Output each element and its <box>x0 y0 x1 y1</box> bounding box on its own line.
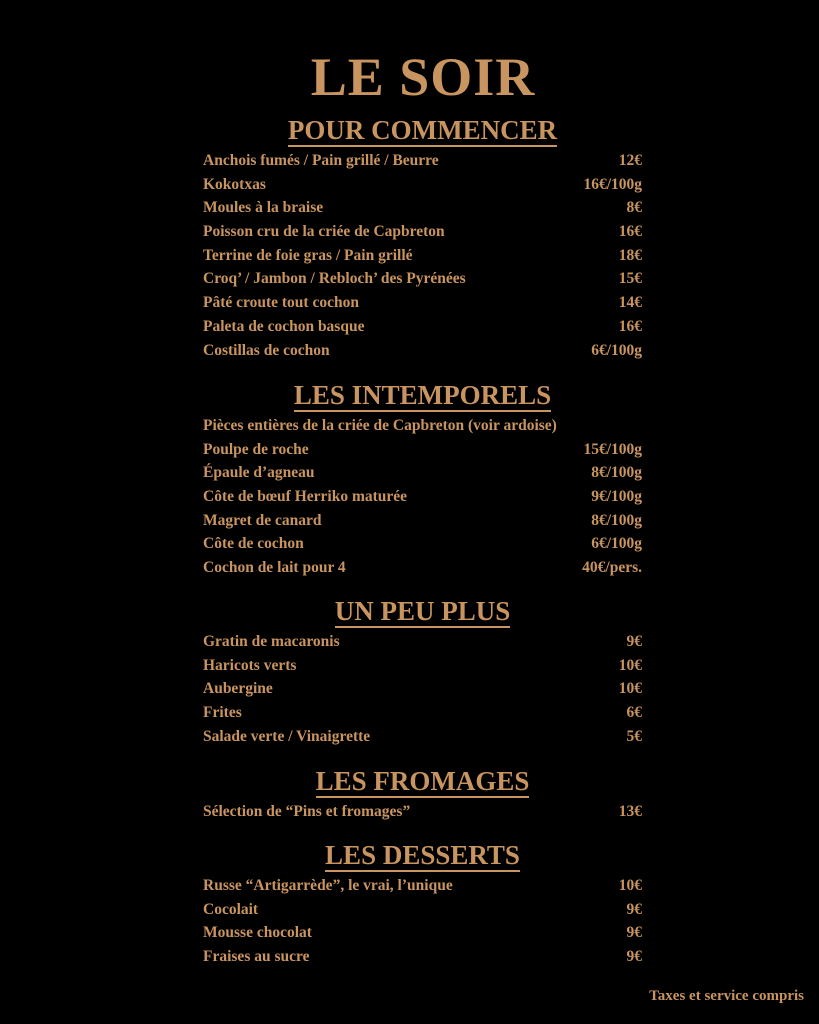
item-price: 8€ <box>626 199 642 217</box>
item-name: Costillas de cochon <box>203 341 330 359</box>
list-item <box>203 220 642 244</box>
item-name: Russe “Artigarrède”, le vrai, l’unique <box>203 877 453 894</box>
item-price: 6€/100g <box>591 341 642 359</box>
list-item <box>203 315 642 339</box>
item-name: Poulpe de roche <box>203 440 309 458</box>
list-item <box>203 267 642 291</box>
item-price: 12€ <box>618 152 642 169</box>
item-name: Anchois fumés / Pain grillé / Beurre <box>203 152 439 169</box>
item-name: Cochon de lait pour 4 <box>203 559 346 577</box>
list-item <box>203 339 642 363</box>
item-name: Poisson cru de la criée de Capbreton <box>203 223 445 241</box>
item-price: 8€/100g <box>591 464 642 482</box>
list-item <box>203 461 642 485</box>
item-price: 10€ <box>618 877 642 894</box>
item-name: Paleta de cochon basque <box>203 317 365 335</box>
item-name: Kokotxas <box>203 175 266 193</box>
menu-section <box>203 380 642 580</box>
list-item <box>203 945 642 969</box>
item-price: 40€/pers. <box>582 559 642 577</box>
item-name: Fraises au sucre <box>203 948 310 966</box>
section-heading <box>183 380 662 411</box>
list-item <box>203 485 642 509</box>
item-price: 15€/100g <box>583 440 642 458</box>
item-name: Pièces entières de la criée de Capbreton (voir ardoise) <box>203 417 557 434</box>
item-list <box>203 800 642 824</box>
item-price: 10€ <box>618 656 642 674</box>
item-name: Cocolait <box>203 900 259 918</box>
list-item <box>203 509 642 533</box>
item-price: 9€ <box>626 948 642 966</box>
list-item <box>203 630 642 654</box>
item-name: Aubergine <box>203 680 273 698</box>
item-price: 18€ <box>618 246 642 264</box>
item-price: 13€ <box>618 803 642 820</box>
item-list <box>203 414 642 580</box>
item-name: Terrine de foie gras / Pain grillé <box>203 246 413 264</box>
item-name: Magret de canard <box>203 511 322 529</box>
list-item <box>203 196 642 220</box>
footer-note: Taxes et service compris <box>649 988 804 1004</box>
list-item <box>203 921 642 945</box>
list-item <box>203 677 642 701</box>
list-item <box>203 874 642 898</box>
list-item <box>203 556 642 580</box>
item-name: Côte de cochon <box>203 535 304 553</box>
item-name: Mousse chocolat <box>203 924 312 942</box>
list-item <box>203 244 642 268</box>
list-item <box>203 725 642 749</box>
item-price: 16€ <box>618 223 642 241</box>
section-heading <box>183 840 662 871</box>
item-price: 9€ <box>626 633 642 650</box>
item-price: 6€ <box>626 704 642 722</box>
list-item <box>203 291 642 315</box>
item-name: Sélection de “Pins et fromages” <box>203 803 411 820</box>
item-name: Pâté croute tout cochon <box>203 294 359 312</box>
item-name: Salade verte / Vinaigrette <box>203 727 371 745</box>
list-item <box>203 701 642 725</box>
item-price: 8€/100g <box>591 511 642 529</box>
section-heading <box>183 596 662 627</box>
section-heading-text: POUR COMMENCER <box>287 115 558 145</box>
section-heading-text: UN PEU PLUS <box>334 596 511 626</box>
menu-section <box>203 596 642 748</box>
item-list <box>203 149 642 362</box>
item-list <box>203 874 642 969</box>
item-name: Gratin de macaronis <box>203 633 340 650</box>
item-list <box>203 630 642 748</box>
menu-section <box>203 840 642 969</box>
item-name: Épaule d’agneau <box>203 464 315 482</box>
list-item <box>203 898 642 922</box>
list-item <box>203 173 642 197</box>
list-item <box>203 800 642 824</box>
item-price: 10€ <box>618 680 642 698</box>
list-item <box>203 414 642 438</box>
menu-section <box>203 115 642 362</box>
item-price: 14€ <box>618 294 642 312</box>
item-price: 9€ <box>626 924 642 942</box>
item-name: Côte de bœuf Herriko maturée <box>203 488 408 506</box>
item-price: 9€ <box>626 900 642 918</box>
item-price: 16€ <box>618 317 642 335</box>
page-title: LE SOIR <box>310 47 536 107</box>
item-name: Croq’ / Jambon / Rebloch’ des Pyrénées <box>203 270 466 288</box>
item-name: Frites <box>203 704 242 722</box>
section-heading-text: LES INTEMPORELS <box>293 380 552 410</box>
list-item <box>203 654 642 678</box>
section-heading <box>183 766 662 797</box>
list-item <box>203 438 642 462</box>
item-price: 6€/100g <box>591 535 642 553</box>
list-item <box>203 532 642 556</box>
item-price: 9€/100g <box>591 488 642 506</box>
item-name: Haricots verts <box>203 656 297 674</box>
section-heading <box>183 115 662 146</box>
menu-section <box>203 766 642 824</box>
item-price: 15€ <box>618 270 642 288</box>
list-item <box>203 149 642 173</box>
item-price: 16€/100g <box>583 175 642 193</box>
section-heading-text: LES FROMAGES <box>315 766 530 796</box>
item-name: Moules à la braise <box>203 199 324 217</box>
item-price: 5€ <box>626 727 642 745</box>
section-heading-text: LES DESSERTS <box>325 840 520 870</box>
